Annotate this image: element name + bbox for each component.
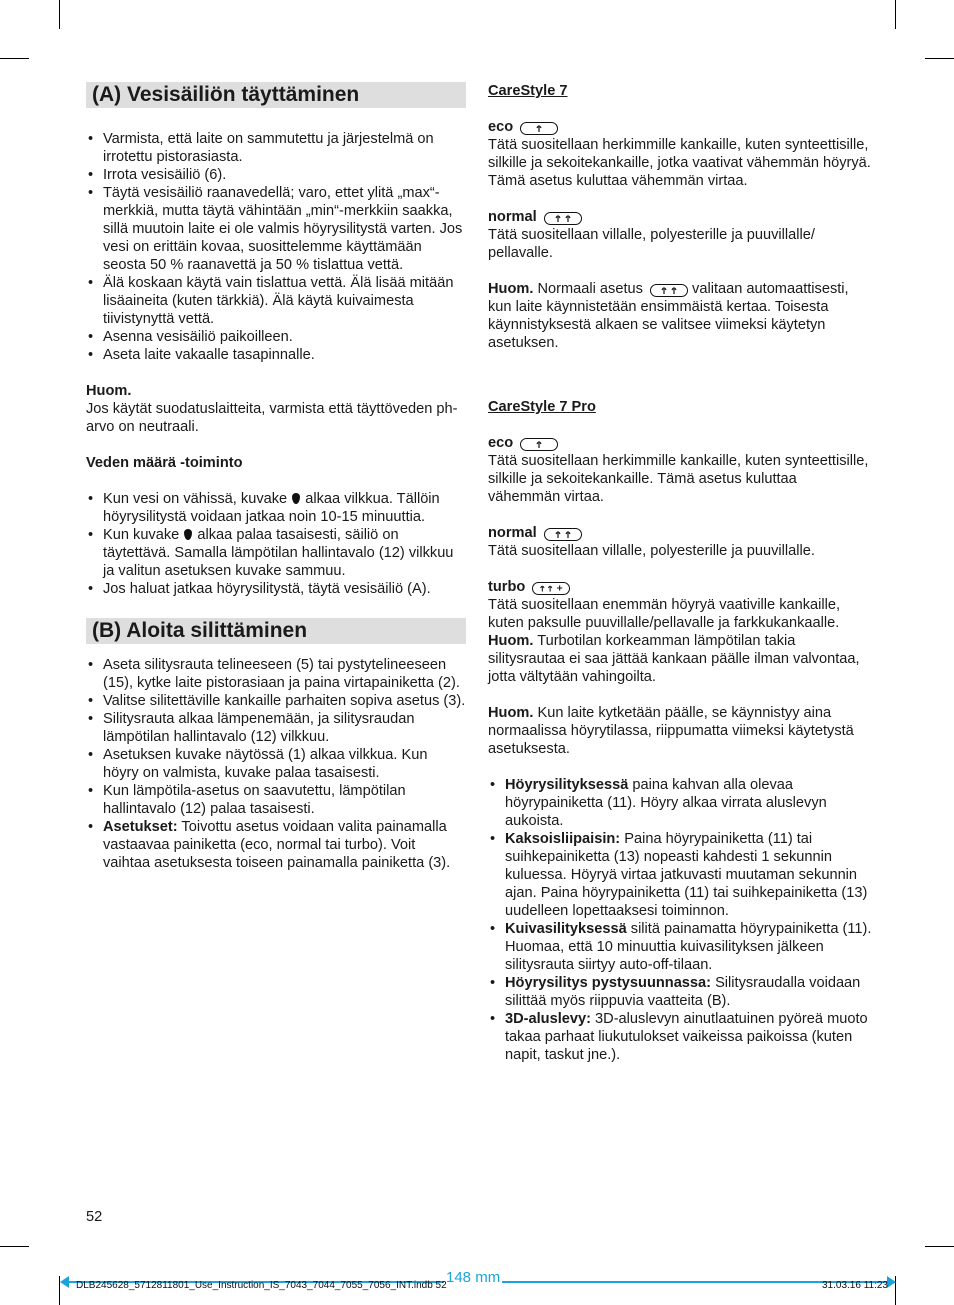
list-item: • Täytä vesisäiliö raanavedellä; varo, ettet ylitä „max“-merkkiä, mutta täytä vähintään „min“-merkkiin saakka, sillä muutoin laite ei ole valmis höyrysilitystä varten. Jos vesi on erittäin kovaa, suosittelemme käyttämään seosta 50 % raanavettä ja 50 % tislattua vettä. bbox=[86, 184, 466, 274]
list-item-text: Silitysraudalla voidaan silittää myös riippuvia vaatteita (B). bbox=[505, 975, 861, 1009]
list-item bbox=[86, 490, 466, 526]
list-item: • Älä koskaan käytä vain tislattua vettä. Älä lisää mitään lisäaineita (kuten tärkkiä). Älä käytä kuivaimesta tiivistynyttä vettä. bbox=[86, 274, 466, 328]
list-item: • Varmista, että laite on sammutettu ja järjestelmä on irrotettu pistorasiasta. bbox=[86, 130, 466, 166]
normal-setting bbox=[488, 524, 872, 542]
arrow-left-icon bbox=[60, 1276, 69, 1288]
note-text: Normaali asetus bbox=[537, 281, 643, 297]
turbo-steam-icon bbox=[532, 582, 570, 595]
list-item-text: silitä painamatta höyrypainiketta (11). Huomaa, että 10 minuuttia kuivasilityksen jälkeen silitysrauta siirtyy auto-off-tilaan. bbox=[505, 921, 872, 973]
list-item bbox=[488, 830, 872, 920]
normal-text: Tätä suositellaan villalle, polyesterille ja puuvillalle/ pellavalle. bbox=[488, 227, 815, 261]
features-list bbox=[488, 776, 872, 1064]
note-label: Huom. bbox=[488, 633, 534, 649]
list-item-text: Kun kuvake bbox=[103, 527, 180, 543]
startup-note bbox=[488, 704, 872, 758]
list-item-text: paina kahvan alla olevaa höyrypainiketta (11). Höyry alkaa virrata aluslevyn aukoista. bbox=[505, 777, 827, 829]
turbo-note bbox=[488, 632, 872, 686]
normal-steam-icon bbox=[650, 284, 688, 297]
list-item: • Asetuksen kuvake näytössä (1) alkaa vilkkua. Kun höyry on valmista, kuvake palaa tasaisesti. bbox=[86, 746, 466, 782]
list-item-text: Paina höyrypainiketta (11) tai suihkepainiketta (13) nopeasti kahdesti 1 sekunnin kuluessa. Höyryä virtaa jatkuvasti muutaman sekunnin ajan. Paina höyrypainiketta (11) tai suihkepainiketta (13) uudelleen lopettaaksesi toiminnon. bbox=[505, 831, 868, 919]
measure-label: 148 mm bbox=[446, 1269, 501, 1286]
list-item bbox=[86, 526, 466, 580]
note-heading: Huom. bbox=[86, 383, 132, 399]
list-item: • Asenna vesisäiliö paikoilleen. bbox=[86, 328, 466, 346]
list-item: • Jos haluat jatkaa höyrysilitystä, täytä vesisäiliö (A). bbox=[86, 580, 466, 598]
crop-mark bbox=[0, 1246, 29, 1247]
eco-steam-icon bbox=[520, 122, 558, 135]
list-item: • Silitysrauta alkaa lämpenemään, ja silitysraudan lämpötilan hallintavalo (12) vilkkuu. bbox=[86, 710, 466, 746]
fill-tank-list bbox=[86, 130, 466, 364]
note-label: Huom. bbox=[488, 705, 534, 721]
list-item-text: Kun vesi on vähissä, kuvake bbox=[103, 491, 288, 507]
note-text: Kun laite kytketään päälle, se käynnistyy aina normaalissa höyrytilassa, riippumatta viimeksi käytetystä asetuksesta. bbox=[488, 705, 854, 757]
list-item-bold: Höyrysilityksessä bbox=[505, 777, 629, 793]
eco-label: eco bbox=[488, 435, 514, 451]
list-item: • Aseta laite vakaalle tasapinnalle. bbox=[86, 346, 466, 364]
list-item bbox=[488, 974, 872, 1010]
list-item bbox=[86, 818, 466, 872]
water-function-list bbox=[86, 490, 466, 598]
list-item bbox=[488, 776, 872, 830]
normal-steam-icon bbox=[544, 212, 582, 225]
note-paragraph bbox=[488, 280, 872, 352]
list-item-bold: Kaksoisliipaisin: bbox=[505, 831, 621, 847]
list-item: • Aseta silitysrauta telineeseen (5) tai pystytelineeseen (15), kytke laite pistorasiaan ja paina virtapainiketta (2). bbox=[86, 656, 466, 692]
list-item bbox=[488, 920, 872, 974]
arrow-right-icon bbox=[887, 1276, 896, 1288]
turbo-text: Tätä suositellaan enemmän höyryä vaativille kankaille, kuten paksulle puuvillalle/pellavalle ja farkkukankaalle. bbox=[488, 597, 841, 631]
right-column bbox=[488, 82, 872, 1064]
note-label: Huom. bbox=[488, 281, 534, 297]
list-item: • Kun lämpötila-asetus on saavutettu, lämpötilan hallintavalo (12) palaa tasaisesti. bbox=[86, 782, 466, 818]
list-item-bold: Asetukset: bbox=[103, 819, 178, 835]
list-item-text: Toivottu asetus voidaan valita painamalla vastaavaa painiketta (eco, normal tai turbo). Voit vaihtaa asetuksesta toiseen painamalla painiketta (3). bbox=[103, 819, 451, 871]
crop-mark bbox=[925, 1246, 954, 1247]
crop-mark bbox=[925, 58, 954, 59]
left-column bbox=[86, 80, 466, 872]
eco-label: eco bbox=[488, 119, 514, 135]
normal-steam-icon bbox=[544, 528, 582, 541]
start-ironing-list bbox=[86, 656, 466, 872]
eco-text: Tätä suositellaan herkimmille kankaille, kuten synteettisille, silkille ja sekoitekankaille. Tämä asetus kuluttaa vähemmän virtaa. bbox=[488, 453, 869, 505]
note-text: Turbotilan korkeamman lämpötilan takia silitysrautaa ei saa jättää kankaan päälle ilman valvontaa, jotta vältytään vahingoilta. bbox=[488, 633, 860, 685]
list-item-text: alkaa palaa tasaisesti, säiliö on täytettävä. Samalla lämpötilan hallintavalo (12) vilkkuu ja valitun asetuksen kuvake sammuu. bbox=[103, 527, 454, 579]
footer-date: 31.03.16 11:23 bbox=[822, 1280, 888, 1291]
normal-text: Tätä suositellaan villalle, polyesterille ja puuvillalle. bbox=[488, 543, 815, 559]
water-drop-icon bbox=[184, 529, 192, 540]
list-item-text: alkaa vilkkua. Tällöin höyrysilitystä voidaan jatkaa noin 10-15 minuuttia. bbox=[103, 491, 440, 525]
note-text: Jos käytät suodatuslaitteita, varmista että täyttöveden ph-arvo on neutraali. bbox=[86, 401, 458, 435]
eco-text: Tätä suositellaan herkimmille kankaille, kuten synteettisille, silkille ja sekoitekankaille, jotka vaativat vähemmän höyryä. Tämä asetus kuluttaa vähemmän virtaa. bbox=[488, 137, 871, 189]
list-item: • Irrota vesisäiliö (6). bbox=[86, 166, 466, 184]
eco-setting bbox=[488, 118, 872, 136]
turbo-label: turbo bbox=[488, 579, 526, 595]
list-item-bold: 3D-aluslevy: bbox=[505, 1011, 591, 1027]
footer-filename: DLB245628_5712811801_Use_Instruction_IS_7043_7044_7055_7056_INT.indb 52 bbox=[76, 1280, 447, 1291]
note-text: valitaan automaattisesti, kun laite käynnistetään ensimmäistä kertaa. Toisesta käynnistyksestä alkaen se valitsee viimeksi käytetyn asetuksen. bbox=[488, 281, 849, 351]
list-item-bold: Höyrysilitys pystysuunnassa: bbox=[505, 975, 712, 991]
water-drop-icon bbox=[292, 493, 300, 504]
normal-label: normal bbox=[488, 525, 537, 541]
list-item-text: 3D-aluslevyn ainutlaatuinen pyöreä muoto takaa parhaat liukutulokset vaikeissa paikoissa (kuten napit, taskut jne.). bbox=[505, 1011, 868, 1063]
list-item: • Valitse silitettäville kankaille parhaiten sopiva asetus (3). bbox=[86, 692, 466, 710]
crop-mark bbox=[895, 0, 896, 29]
crop-mark bbox=[0, 58, 29, 59]
crop-mark bbox=[59, 0, 60, 29]
carestyle7-heading: CareStyle 7 bbox=[488, 83, 568, 99]
eco-steam-icon bbox=[520, 438, 558, 451]
list-item bbox=[488, 1010, 872, 1064]
water-function-heading: Veden määrä -toiminto bbox=[86, 455, 243, 471]
eco-setting bbox=[488, 434, 872, 452]
list-item-bold: Kuivasilityksessä bbox=[505, 921, 627, 937]
section-a-heading: (A) Vesisäiliön täyttäminen bbox=[86, 82, 466, 108]
carestyle7pro-heading: CareStyle 7 Pro bbox=[488, 399, 596, 415]
section-b-heading: (B) Aloita silittäminen bbox=[86, 618, 466, 644]
normal-label: normal bbox=[488, 209, 537, 225]
normal-setting bbox=[488, 208, 872, 226]
page-number: 52 bbox=[86, 1209, 103, 1225]
turbo-setting bbox=[488, 578, 872, 596]
